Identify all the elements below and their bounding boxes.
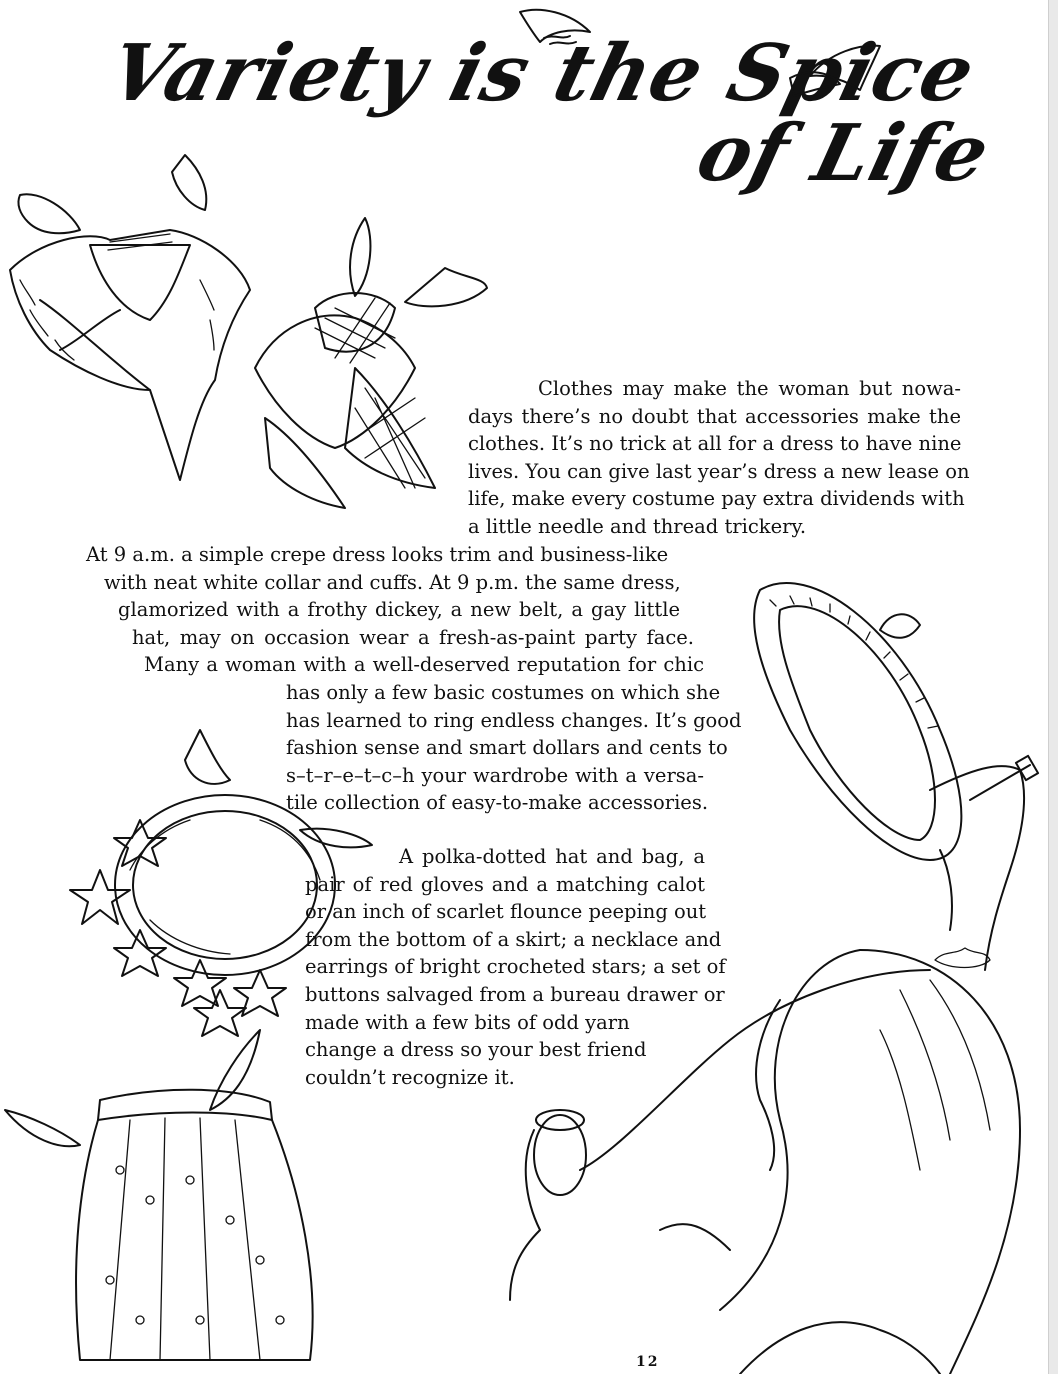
nine-am-line-4: hat, may on occasion wear a fresh-as-paint party face. [132, 625, 694, 649]
polka-line-4: from the bottom of a skirt; a necklace and [305, 927, 722, 951]
polka-line-8: change a dress so your best friend [305, 1038, 647, 1062]
page-title-line-1: Variety is the Spice [100, 28, 984, 119]
intro-line-2: days there’s no doubt that accessories make the [468, 404, 961, 428]
page-number: 12 [636, 1354, 660, 1370]
intro-line-1: Clothes may make the woman but nowa- [538, 377, 961, 400]
plaid-bow-illustration [215, 198, 495, 523]
polka-line-1: A polka-dotted hat and bag, a [399, 845, 705, 868]
nine-am-line-6: has only a few basic costumes on which she [286, 680, 721, 704]
nine-am-line-5: Many a woman with a well-deserved reputation for chic [144, 653, 704, 677]
nine-am-line-3: glamorized with a frothy dickey, a new belt, a gay little [118, 598, 680, 622]
flounced-skirt-illustration [0, 1020, 340, 1374]
winged-flourish-illustration [510, 2, 620, 62]
nine-am-line-8: fashion sense and smart dollars and cents to [286, 736, 728, 760]
nine-am-line-1: At 9 a.m. a simple crepe dress looks trim and business-like [86, 543, 669, 566]
nine-am-line-7: has learned to ring endless changes. It’s good [286, 708, 742, 732]
intro-paragraph [468, 375, 970, 541]
intro-line-3: clothes. It’s no trick at all for a dress to have nine [468, 432, 962, 456]
winged-flourish-illustration [770, 38, 890, 108]
morning-evening-paragraph [0, 541, 742, 817]
nine-am-line-10: tile collection of easy-to-make accessories. [286, 791, 709, 815]
polka-dot-paragraph [305, 843, 726, 1091]
intro-line-4: lives. You can give last year’s dress a new lease on [468, 459, 970, 483]
nine-am-line-9: s–t–r–e–t–c–h your wardrobe with a versa- [286, 763, 704, 787]
polka-line-2: pair of red gloves and a matching calot [305, 872, 705, 896]
intro-line-6: a little needle and thread trickery. [468, 514, 807, 538]
polka-line-5: earrings of bright crocheted stars; a set of [305, 955, 726, 979]
polka-line-7: made with a few bits of odd yarn [305, 1010, 630, 1034]
page-title-line-2: of Life [688, 108, 999, 199]
nine-am-line-2: with neat white collar and cuffs. At 9 p.m. the same dress, [104, 570, 681, 594]
intro-line-5: life, make every costume pay extra dividends with [468, 487, 965, 511]
polka-line-6: buttons salvaged from a bureau drawer or [305, 982, 725, 1006]
polka-line-3: or an inch of scarlet flounce peeping out [305, 900, 707, 924]
polka-line-9: couldn’t recognize it. [305, 1065, 515, 1089]
